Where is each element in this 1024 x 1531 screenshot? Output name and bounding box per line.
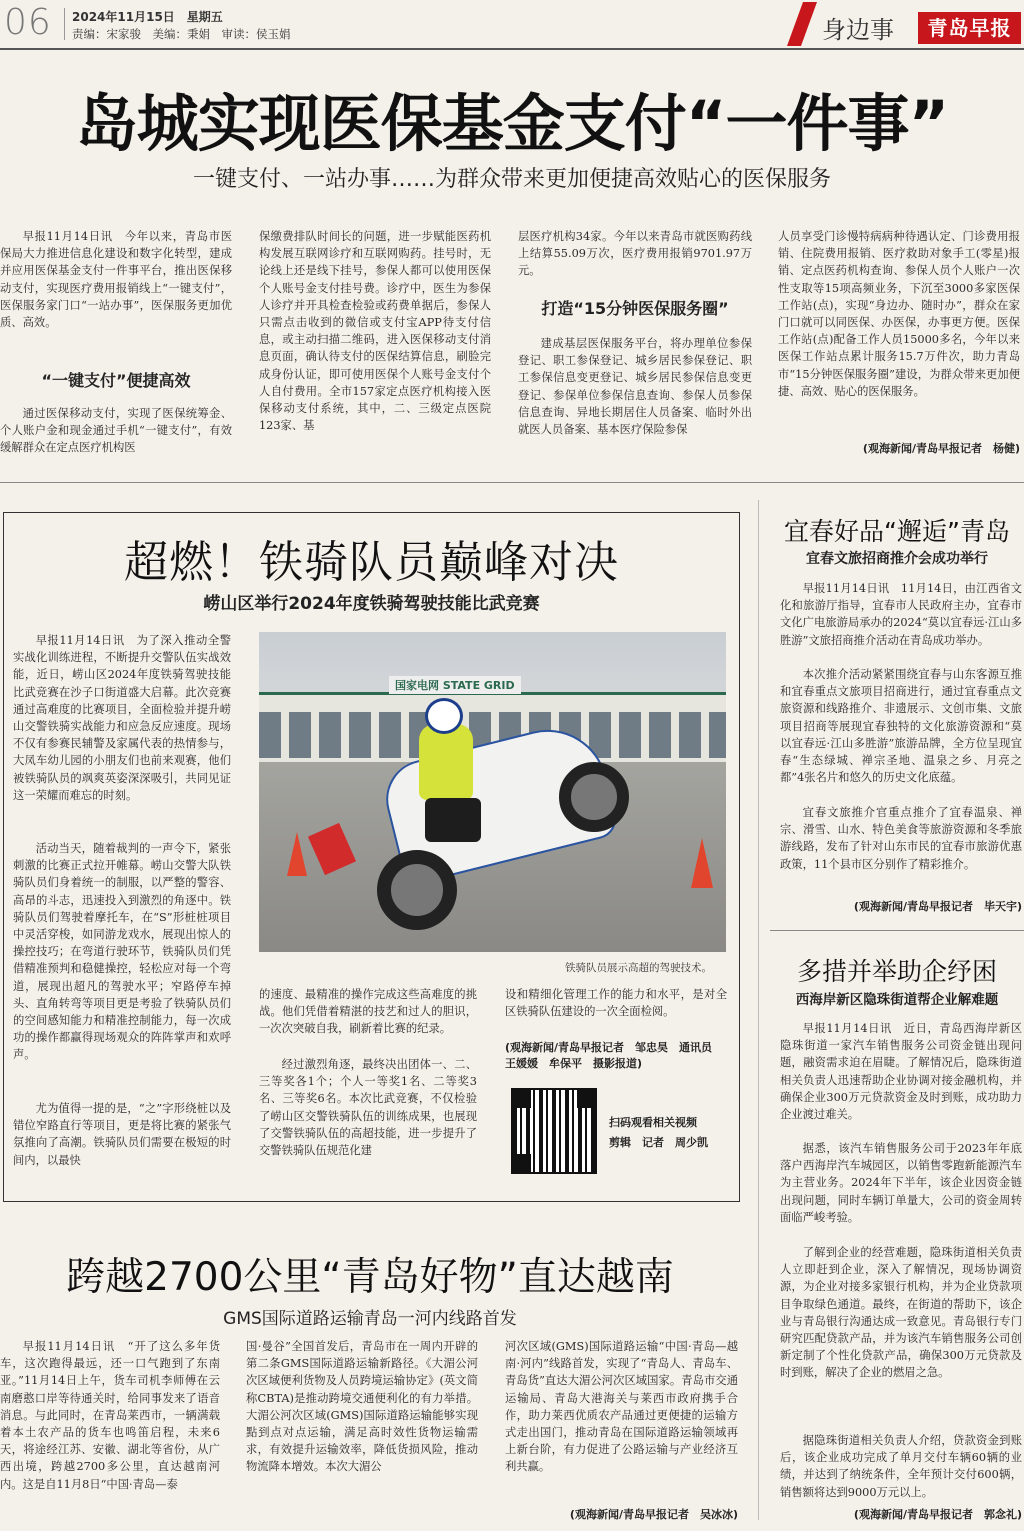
right-column-rule [758,500,759,1520]
red-flag [308,823,356,875]
article2-col1 [13,632,231,1184]
section-rule [0,482,1024,483]
section-name: 身边事 [822,16,894,44]
article5-col1: 早报11月14日讯 “开了这么多年货车，这次跑得最远，还一口气跑到了东南亚。”11月14日上午，货车司机李师傅在云南磨憨口岸等待通关时，给同事发来了语音消息。与此同时，在青岛莱西市，一辆满载着本土农产品的货车也鸣笛启程，未来6天，将途经江苏、安徽、湖北等省份，从广西出境，跨越2700多公里，直达越南河内。这是自11月8日“中国·青岛—泰 [0,1340,220,1491]
article2-byline: (观海新闻/青岛早报记者 邹忠昊 通讯员 王媛媛 牟保平 摄影报道) [505,1041,724,1070]
qr-caption: 扫码观看相关视频 [609,1116,697,1129]
traffic-cone [287,832,307,876]
article5-byline: (观海新闻/青岛早报记者 吴冰冰) [569,1508,738,1521]
article1-col4: 人员享受门诊慢特病病种待遇认定、门诊费用报销、住院费用报销、医疗救助对象手工(零星)报销、定点医药机构查询、参保人员个人账户一次性支取等15项高频业务，下沉至3000多家医保工作站(点)，实现“身边办、随时办”，群众在家门口就可以同医保、办医保，办事更方便。医保工作站(点)配备工作人员15000多名，今年以来医保工作站点累计服务15.7万件次，助力青岛市“15分钟医保服务圈”建设，为群众带来更加便捷、高效、贴心的医保服务。 [778,230,1020,398]
article4-text: 据隐珠街道相关负责人介绍，贷款资金到账后，该企业成功完成了单月交付车辆60辆的业绩，并达到了纳统条件，全年预计交付600辆，销售额将达到9000万元以上。 [780,1434,1022,1499]
editor-credits: 责编：宋家骏 美编：秉娟 审读：侯玉娟 [72,27,291,41]
headline-medical-insurance: 岛城实现医保基金支付“一件事” [75,87,949,160]
subheadline-vietnam-route: GMS国际道路运输青岛一河内线路首发 [223,1309,517,1329]
article2-text: 的速度、最精准的操作完成这些高难度的挑战。他们凭借着精湛的技艺和过人的胆识，一次次突破自我，刷新着比赛的纪录。 [259,988,477,1036]
article2-col2 [259,986,477,1184]
motorcycle-photo [259,632,726,952]
article4-lead: 早报11月14日讯 近日，青岛西海岸新区隐珠街道一家汽车销售服务公司资金链出现问题，融资需求迫在眉睫。了解情况后，隐珠街道相关负责人迅速帮助企业协调对接金融机构，并确保企业300万元贷款资金及时到账，成功助力企业渡过难关。 [780,1022,1022,1122]
paper-logo: 青岛早报 [918,12,1021,44]
rear-wheel [377,850,457,930]
headline-vietnam-route: 跨越2700公里“青岛好物”直达越南 [66,1255,674,1300]
photo-caption: 铁骑队员展示高超的驾驶技术。 [565,962,712,974]
article3-text: 本次推介活动紧紧围绕宜春与山东客源互推和宜春重点文旅项目招商进行，通过宜春重点文旅资源和线路推介、非遗展示、文创市集、文旅项目招商等展现宜春独特的文化旅游资源和“莫以宜春远·江山多胜游”旅游品牌，全方位呈现宜春“生态绿城、禅宗圣地、温泉之乡、月亮之都”4张名片和悠久的历史文化底蕴。 [780,668,1022,785]
article2-lead: 早报11月14日讯 为了深入推动全警实战化训练进程，不断提升交警队伍实战效能，近日，崂山区2024年度铁骑驾驶技能比武竞赛在沙子口街道盛大启幕。此次竞赛通过高难度的比赛项目，全面检验并提升崂山交警铁骑实战能力和应急反应速度。现场不仅有参赛民辅警及家属代表的热情参与，大凤车幼儿园的小朋友们也前来观赛，他们被铁骑队员的飒爽英姿深深吸引，共同见证这一荣耀而难忘的时刻。 [13,634,231,802]
article1-lead: 早报11月14日讯 今年以来，青岛市医保局大力推进信息化建设和数字化转型，建成并应用医保基金支付一件事平台，推出医保移动支付，实现医疗费用报销线上“一键支付”，医保服务家门口“一站办事”，医保服务更加优质、高效。 [0,230,232,330]
page-number: 06 [4,2,52,43]
building-sign: 国家电网 STATE GRID [389,676,521,694]
article3-rule [770,930,1024,931]
article4-text: 据悉，该汽车销售服务公司于2023年年底落户西海岸汽车城园区，以销售零跑新能源汽车为主营业务。2024年下半年，该企业因资金链出现问题，同时车辆订单量大，公司的资金周转面临严峻考验。 [780,1142,1022,1224]
article3-byline: (观海新闻/青岛早报记者 毕天宇) [853,900,1022,913]
article2-col3 [505,986,727,1184]
helmet [425,698,463,734]
rider [419,724,473,800]
headline-yichun: 宜春好品“邂逅”青岛 [784,517,1010,546]
article4-byline: (观海新闻/青岛早报记者 郭念礼) [853,1508,1022,1521]
subheadline-yichun: 宜春文旅招商推介会成功举行 [806,551,988,567]
article1-text: 建成基层医保服务平台，将办理单位参保登记、职工参保登记、城乡居民参保登记、职工参保信息变更登记、城乡居民参保信息变更登记、参保单位参保信息查询、参保人员参保信息查询、异地长期居住人员备案、临时外出就医人员备案、基本医疗保险参保 [518,337,752,437]
traffic-cone [691,838,713,888]
header-slash [787,2,817,46]
article1-text: 通过医保移动支付，实现了医保统筹金、个人账户金和现金通过手机“一键支付”，有效缓解群众在定点医疗机构医 [0,407,232,455]
article3-lead: 早报11月14日讯 11月14日，由江西省文化和旅游厅指导，宜春市人民政府主办，宜春市文化广电旅游局承办的2024“莫以宜春远·江山多胜游”文旅招商推介活动在青岛成功举办。 [780,582,1022,647]
article3-text: 宜春文旅推介官重点推介了宜春温泉、禅宗、滑雪、山水、特色美食等旅游资源和冬季旅游线路，发布了针对山东市民的宜春市旅游优惠政策，11个县市区分别作了精彩推介。 [780,806,1022,871]
article5-col3: 河次区域(GMS)国际道路运输“中国·青岛—越南·河内”线路首发，实现了“青岛人、青岛车、青岛货”直达大湄公河次区域国家。青岛市交通运输局、青岛大港海关与莱西市政府携手合作，助力莱西优质农产品通过更便捷的运输方式走出国门，推动青岛在国际道路运输领域再上新台阶，有力促进了公路运输与产业经济互利共赢。 [505,1340,738,1474]
article2-text: 尤为值得一提的是，“之”字形绕桩以及错位窄路直行等项目，更是将比赛的紧张气氛推向了高潮。铁骑队员们需要在极短的时间内，以最快 [13,1102,231,1167]
article3-body [780,580,1022,890]
subheadline-medical-insurance: 一键支付、一站办事……为群众带来更加便捷高效贴心的医保服务 [192,167,831,192]
article1-col3 [518,228,752,456]
qr-code[interactable] [511,1088,597,1174]
qr-credit: 剪辑 记者 周少凯 [609,1136,708,1149]
article2-text: 活动当天，随着裁判的一声令下，紧张刺激的比赛正式拉开帷幕。崂山交警大队铁骑队员们身着统一的制服，以严整的警容、高昂的斗志，迅速投入到激烈的角逐中。铁骑队员们驾驶着摩托车，在“S”形桩桩项目中灵活穿梭，如同游龙戏水，展现出惊人的操控技巧；在弯道行驶环节，铁骑队员们凭借精准预判和稳健操控，轻松应对每一个弯道，展现出超凡的驾驶水平；窄路停车掉头、直角转弯等项目更是考验了铁骑队员们的空间感知能力和精准控制能力，每一次成功的操作都赢得现场观众的阵阵掌声和欢呼声。 [13,842,231,1062]
article1-subhead-2: 打造“15分钟医保服务圈” [541,299,729,318]
article5-col2: 国·曼谷”全国首发后，青岛市在一周内开辟的第二条GMS国际道路运输新路径。《大湄公河次区域便利货物及人员跨境运输协定》(英文简称CBTA)是推动跨境交通便利化的有力举措。大湄公河次区域(GMS)国际道路运输能够实现點到点对点运输，满足高时效性货物运输需求，有效提升运输效率，降低货损风险，推动物流降本增效。本次大湄公 [246,1340,478,1474]
article4-body [780,1020,1022,1500]
article1-subhead-1: “一键支付”便捷高效 [41,371,191,390]
article1-byline: (观海新闻/青岛早报记者 杨健) [862,442,1020,455]
article1-col1 [0,228,232,456]
header-rule [0,48,1024,50]
article2-text: 设和精细化管理工作的能力和水平，是对全区铁骑队伍建设的一次全面检阅。 [505,988,727,1019]
headline-motorcycle-contest: 超燃！铁骑队员巅峰对决 [124,537,619,588]
article4-text: 了解到企业的经营难题，隐珠街道相关负责人立即赶到企业，深入了解情况，现场协调资源，为企业对接多家银行机构，并为企业贷款项目争取绿色通道。最终，在街道的帮助下，该企业与青岛银行沟通达成一致意见。青岛银行专门研究匹配贷款产品，并为该汽车销售服务公司创新定制了个性化贷款产品，确保300万元贷款及时到账，解决了企业的燃眉之急。 [780,1246,1022,1380]
subheadline-motorcycle-contest: 崂山区举行2024年度铁骑驾驶技能比武竞赛 [203,594,540,614]
subheadline-enterprise-aid: 西海岸新区隐珠街道帮企业解难题 [795,992,999,1008]
front-wheel [559,762,629,832]
header-divider [64,8,65,40]
headline-enterprise-aid: 多措并举助企纾困 [796,957,997,986]
article1-text: 层医疗机构34家。今年以来青岛市就医购药线上结算55.09万次，医疗费用报销9701.97万元。 [518,230,752,278]
article1-col2: 保缴费排队时间长的问题，进一步赋能医药机构发展互联网诊疗和互联网购药。挂号时，无论线上还是线下挂号，参保人都可以使用医保个人账号金支付挂号费。诊疗中，医生为参保人诊疗并开具检查检验或药费单据后，参保人只需点击收到的微信或支付宝APP待支付信息，或主动扫描二维码，进入医保移动支付消息页面，确认待支付的医保结算信息，刷脸完成身份认证，即可使用医保个人账号金支付个人自付费用。全市157家定点医疗机构接入医保移动支付系统，其中，二、三级定点医院123家、基 [259,230,491,433]
rider-legs [425,798,481,842]
article2-text: 经过激烈角逐，最终决出团体一、二、三等奖各1个；个人一等奖1名、二等奖3名、三等奖6名。本次比武竞赛，不仅检验了崂山区交警铁骑队伍的训练成果，也展现了交警铁骑队伍的高超技能，进一步提升了交警铁骑队伍规范化建 [259,1058,477,1158]
issue-date: 2024年11月15日 星期五 [72,10,223,24]
